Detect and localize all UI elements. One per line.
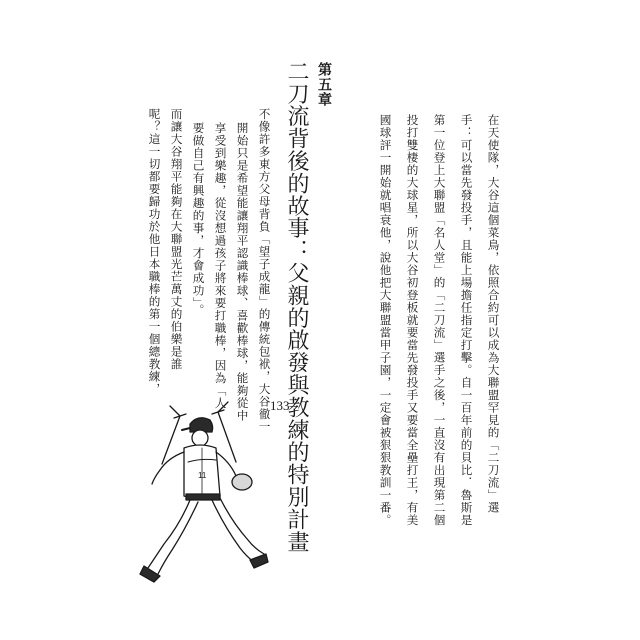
baseball-pitcher-with-swords-illustration xyxy=(132,398,272,588)
page-number: 133 xyxy=(270,398,290,413)
jersey-number: 11 xyxy=(198,471,207,480)
lower-text-column-3: 享受到樂趣，從沒想過孩子將來要打職棒，因為「人 xyxy=(213,122,228,410)
lower-text-column-6: 呢？這一切都要歸功於他日本職棒的第一個總教練， xyxy=(147,108,162,396)
lower-text-column-5: 而讓大谷翔平能夠在大聯盟光芒萬丈的伯樂是誰 xyxy=(169,108,184,371)
upper-text-column-2: 手：可以當先發投手，且能上場擔任指定打擊。自一百年前的貝比．魯斯是 xyxy=(459,114,474,527)
sword-left-icon xyxy=(162,406,186,464)
baseball-glove-icon xyxy=(232,474,252,490)
chapter-title: 二刀流背後的故事：父親的啟發與教練的特別計畫 xyxy=(284,60,309,553)
upper-text-column-3: 第一位登上大聯盟「名人堂」的「二刀流」選手之後，一直沒有出現第二個 xyxy=(432,114,447,527)
upper-text-column-5: 國球評一開始就唱衰他，說他把大聯盟當甲子園，一定會被狠狠教訓一番。 xyxy=(378,114,393,527)
chapter-label: 第五章 xyxy=(316,62,332,107)
upper-text-column-1: 在天使隊，大谷這個菜鳥，依照合約可以成為大聯盟罕見的「二刀流」選 xyxy=(486,114,501,514)
lower-text-column-4: 要做自己有興趣的事，才會成功」。 xyxy=(191,122,206,317)
lower-text-column-2: 開始只是希望能讓翔平認識棒球、喜歡棒球，能夠從中 xyxy=(235,122,250,422)
lower-text-column-1: 不像許多東方父母背負「望子成龍」的傳統包袱，大谷徹一 xyxy=(257,108,272,433)
upper-text-column-4: 投打雙棲的大球星，所以大谷初登板就要當先發投手又要當全壘打王，有美 xyxy=(405,114,420,527)
